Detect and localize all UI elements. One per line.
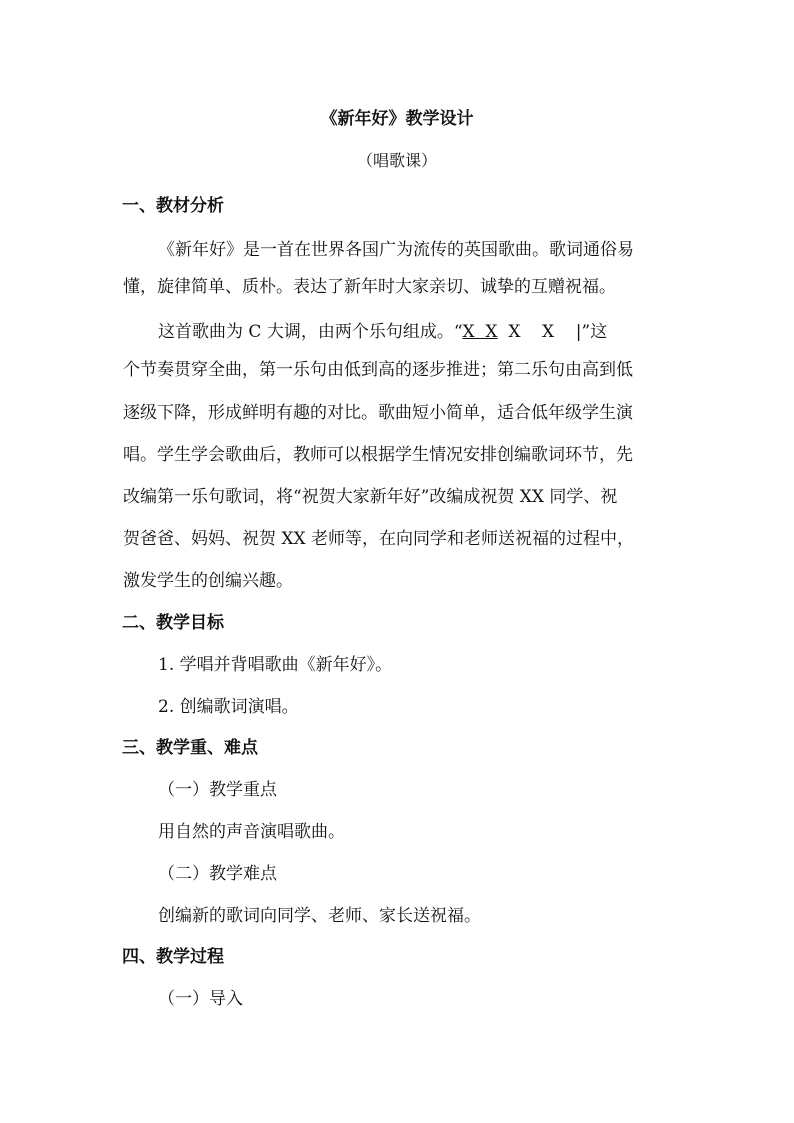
analysis-paragraph-2-line-6: 贺爸爸、妈妈、祝贺 XX 老师等，在向同学和老师送祝福的过程中， <box>123 529 635 549</box>
analysis-paragraph-2-line-4: 唱。学生学会歌曲后，教师可以根据学生情况安排创编歌词环节，先 <box>123 445 633 465</box>
analysis-paragraph-2-line-1 <box>158 317 607 342</box>
section-heading-key-points: 三、教学重、难点 <box>122 738 258 758</box>
goal-item-1: 1. 学唱并背唱歌曲《新年好》。 <box>158 655 393 675</box>
section-heading-process: 四、教学过程 <box>122 947 224 967</box>
section-heading-goals: 二、教学目标 <box>122 613 224 633</box>
key-point-text: 用自然的声音演唱歌曲。 <box>158 822 345 842</box>
analysis-text-before-rhythm: 这首歌曲为 C 大调，由两个乐句组成。“ <box>158 322 463 342</box>
document-subtitle: （唱歌课） <box>356 151 437 170</box>
analysis-paragraph-1-line-1: 《新年好》是一首在世界各国广为流传的英国歌曲。歌词通俗易 <box>158 240 634 260</box>
analysis-paragraph-2-line-2: 个节奏贯穿全曲，第一乐句由低到高的逐步推进；第二乐句由高到低 <box>123 360 633 380</box>
section-heading-analysis: 一、教材分析 <box>122 196 224 216</box>
analysis-paragraph-2-line-5: 改编第一乐句歌词，将“祝贺大家新年好”改编成祝贺 XX 同学、祝 <box>123 487 618 507</box>
goal-item-2: 2. 创编歌词演唱。 <box>158 697 299 717</box>
subsection-introduction: （一）导入 <box>158 989 243 1009</box>
analysis-text-after-rhythm: X X |”这 <box>497 322 608 342</box>
analysis-paragraph-2-line-3: 逐级下降，形成鲜明有趣的对比。歌曲短小简单，适合低年级学生演 <box>123 403 633 423</box>
subsection-key-point: （一）教学重点 <box>158 780 277 800</box>
analysis-paragraph-1-line-2: 懂，旋律简单、质朴。表达了新年时大家亲切、诚挚的互赠祝福。 <box>123 277 616 297</box>
analysis-paragraph-2-line-7: 激发学生的创编兴趣。 <box>123 571 293 591</box>
document-title: 《新年好》教学设计 <box>320 109 474 129</box>
subsection-difficulty: （二）教学难点 <box>158 864 277 884</box>
difficulty-text: 创编新的歌词向同学、老师、家长送祝福。 <box>158 906 481 926</box>
rhythm-notation: X X <box>462 322 498 342</box>
